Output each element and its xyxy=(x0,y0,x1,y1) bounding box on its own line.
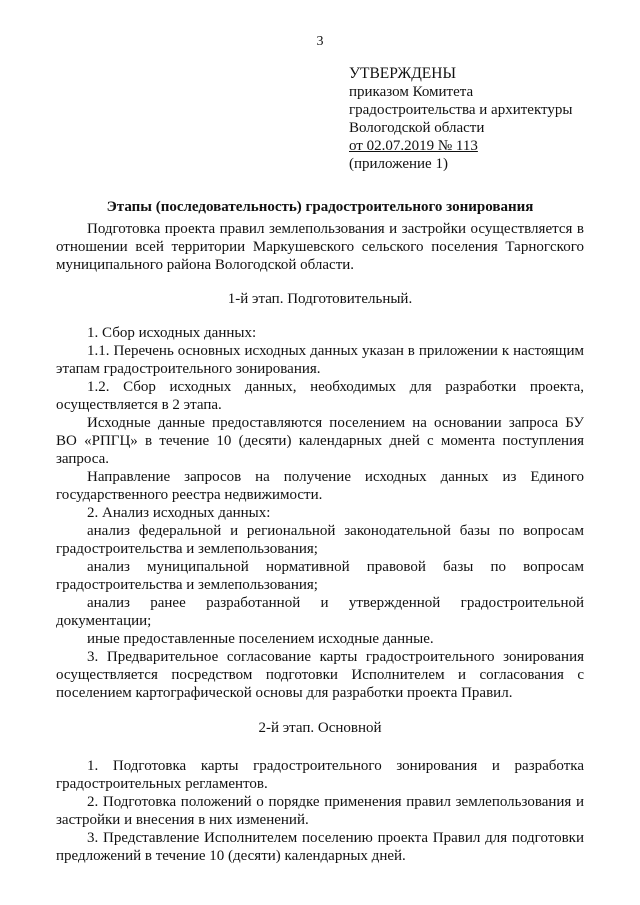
paragraph: 1.2. Сбор исходных данных, необходимых для разработки проекта, осуществляется в 2 этапа. xyxy=(56,379,584,413)
page-number: 3 xyxy=(316,34,324,49)
paragraph: Направление запросов на получение исходных данных из Единого государственного реестра недвижимости. xyxy=(56,469,584,503)
paragraph: иные предоставленные поселением исходные данные. xyxy=(87,631,434,647)
intro-paragraph: Подготовка проекта правил землепользования и застройки осуществляется в отношении всей территории Маркушевского сельского поселения Тарногского муниципального района Вологодской области. xyxy=(56,221,584,273)
stage1-heading: 1-й этап. Подготовительный. xyxy=(227,291,413,307)
paragraph: Исходные данные предоставляются поселением на основании запроса БУ ВО «РПГЦ» в течение 10 (десяти) календарных дней с момента поступления запроса. xyxy=(56,415,584,467)
approval-order-number: от 02.07.2019 № 113 xyxy=(349,138,478,154)
paragraph: 2. Анализ исходных данных: xyxy=(87,505,271,521)
approval-heading: УТВЕРЖДЕНЫ xyxy=(349,65,456,82)
approval-line: Вологодской области xyxy=(349,120,485,136)
paragraph: 3. Представление Исполнителем поселению проекта Правил для подготовки предложений в течение 10 (десяти) календарных дней. xyxy=(56,830,584,864)
paragraph: анализ ранее разработанной и утвержденной градостроительной документации; xyxy=(56,595,584,629)
paragraph: 2. Подготовка положений о порядке применения правил землепользования и застройки и внесения в них изменений. xyxy=(56,794,584,828)
paragraph: 3. Предварительное согласование карты градостроительного зонирования осуществляется посредством подготовки Исполнителем и согласования с поселением картографической основы для разработки проекта Правил. xyxy=(56,649,584,701)
paragraph: анализ федеральной и региональной законодательной базы по вопросам градостроительства и землепользования; xyxy=(56,523,584,557)
document-body xyxy=(56,198,584,865)
paragraph: 1. Подготовка карты градостроительного зонирования и разработка градостроительных регламентов. xyxy=(56,758,584,792)
paragraph: 1. Сбор исходных данных: xyxy=(87,325,257,341)
document-title: Этапы (последовательность) градостроительного зонирования xyxy=(106,199,534,215)
approval-line: приказом Комитета xyxy=(349,84,474,100)
approval-line: (приложение 1) xyxy=(349,156,448,172)
approval-line: градостроительства и архитектуры xyxy=(349,102,573,118)
stage2-heading: 2-й этап. Основной xyxy=(258,720,382,736)
paragraph: 1.1. Перечень основных исходных данных указан в приложении к настоящим этапам градостроительного зонирования. xyxy=(56,343,584,377)
approval-stamp xyxy=(349,65,629,173)
paragraph: анализ муниципальной нормативной правовой базы по вопросам градостроительства и землепользования; xyxy=(56,559,584,593)
